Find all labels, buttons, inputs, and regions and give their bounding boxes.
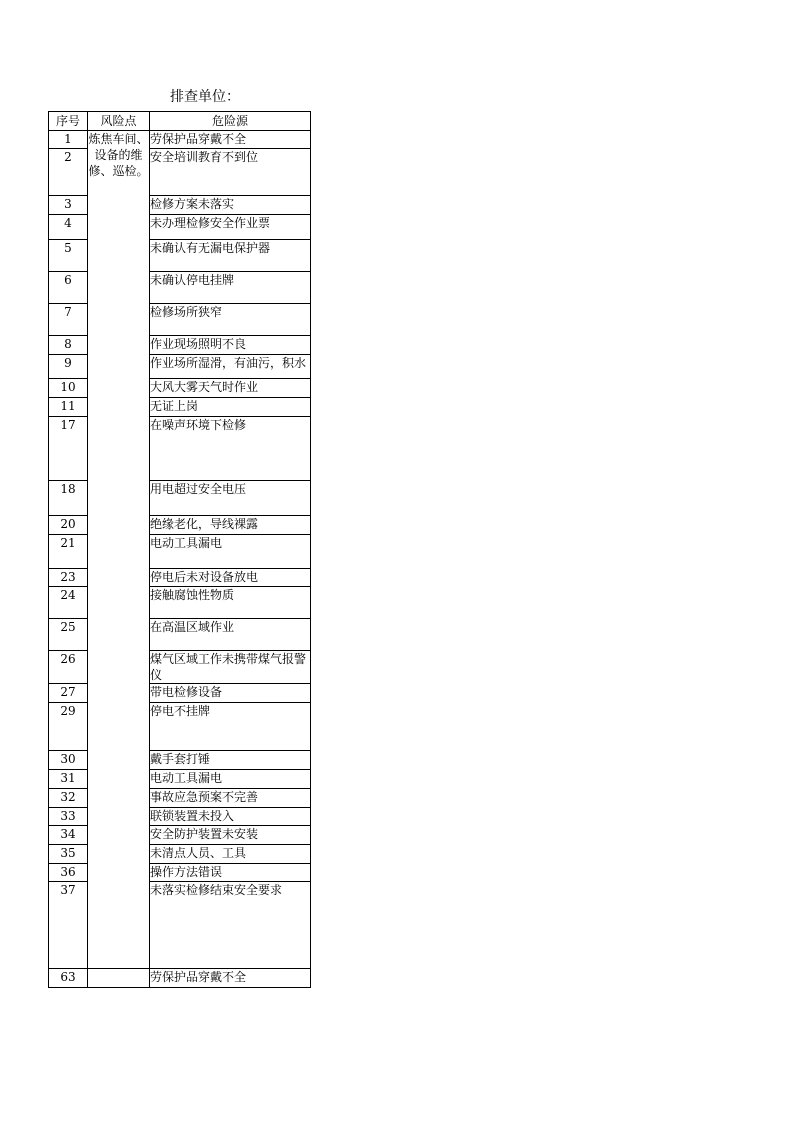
- row-hazard-cell: 劳保护品穿戴不全: [150, 131, 311, 149]
- row-hazard-cell: 大风大雾天气时作业: [150, 379, 311, 398]
- row-seq-cell: 25: [49, 619, 88, 651]
- row-hazard-cell: 安全防护装置未安装: [150, 826, 311, 845]
- table-row: [49, 131, 311, 149]
- row-hazard-cell: 绝缘老化，导线裸露: [150, 516, 311, 535]
- risk-point-cell: 炼焦车间、设备的维修、巡检。: [88, 131, 150, 969]
- row-hazard-cell: 事故应急预案不完善: [150, 789, 311, 808]
- row-hazard-cell: 未确认停电挂牌: [150, 272, 311, 304]
- row-seq-cell: 32: [49, 789, 88, 808]
- row-hazard-cell: 未落实检修结束安全要求: [150, 882, 311, 969]
- row-seq-cell: 29: [49, 703, 88, 751]
- column-header-risk-point: 风险点: [88, 112, 150, 131]
- row-seq-cell: 63: [49, 969, 88, 988]
- column-header-hazard: 危险源: [150, 112, 311, 131]
- row-seq-cell: 37: [49, 882, 88, 969]
- row-seq-cell: 10: [49, 379, 88, 398]
- row-seq-cell: 8: [49, 336, 88, 355]
- row-hazard-cell: 带电检修设备: [150, 684, 311, 703]
- row-seq-cell: 5: [49, 240, 88, 272]
- row-seq-cell: 35: [49, 845, 88, 864]
- row-hazard-cell: 检修方案未落实: [150, 196, 311, 215]
- row-hazard-cell: 停电不挂牌: [150, 703, 311, 751]
- row-hazard-cell: 安全培训教育不到位: [150, 149, 311, 196]
- table-header-row: [49, 112, 311, 131]
- row-hazard-cell: 在高温区域作业: [150, 619, 311, 651]
- hazard-table: [48, 111, 311, 988]
- row-hazard-cell: 作业场所湿滑，有油污，积水: [150, 355, 311, 379]
- row-hazard-cell: 无证上岗: [150, 398, 311, 417]
- row-seq-cell: 26: [49, 651, 88, 684]
- row-seq-cell: 9: [49, 355, 88, 379]
- row-seq-cell: 33: [49, 808, 88, 826]
- row-seq-cell: 7: [49, 304, 88, 336]
- row-hazard-cell: 停电后未对设备放电: [150, 569, 311, 587]
- table-body: [49, 131, 311, 988]
- row-seq-cell: 30: [49, 751, 88, 770]
- table-row: [49, 969, 311, 988]
- row-hazard-cell: 劳保护品穿戴不全: [150, 969, 311, 988]
- row-hazard-cell: 煤气区域工作未携带煤气报警仪: [150, 651, 311, 684]
- row-hazard-cell: 未办理检修安全作业票: [150, 215, 311, 240]
- row-hazard-cell: 未清点人员、工具: [150, 845, 311, 864]
- row-seq-cell: 1: [49, 131, 88, 149]
- row-seq-cell: 4: [49, 215, 88, 240]
- row-seq-cell: 3: [49, 196, 88, 215]
- row-hazard-cell: 未确认有无漏电保护器: [150, 240, 311, 272]
- column-header-seq: 序号: [49, 112, 88, 131]
- row-seq-cell: 21: [49, 535, 88, 569]
- row-hazard-cell: 戴手套打锤: [150, 751, 311, 770]
- inspection-unit-label: 排查单位：: [170, 89, 240, 105]
- row-hazard-cell: 作业现场照明不良: [150, 336, 311, 355]
- row-hazard-cell: 联锁装置未投入: [150, 808, 311, 826]
- row-seq-cell: 24: [49, 587, 88, 619]
- row-hazard-cell: 用电超过安全电压: [150, 481, 311, 516]
- row-seq-cell: 6: [49, 272, 88, 304]
- row-seq-cell: 36: [49, 864, 88, 882]
- row-seq-cell: 17: [49, 417, 88, 481]
- row-hazard-cell: 检修场所狭窄: [150, 304, 311, 336]
- row-seq-cell: 31: [49, 770, 88, 789]
- row-seq-cell: 18: [49, 481, 88, 516]
- row-hazard-cell: 接触腐蚀性物质: [150, 587, 311, 619]
- row-hazard-cell: 电动工具漏电: [150, 535, 311, 569]
- risk-point-empty-cell: [88, 969, 150, 988]
- row-seq-cell: 23: [49, 569, 88, 587]
- row-seq-cell: 20: [49, 516, 88, 535]
- row-hazard-cell: 操作方法错误: [150, 864, 311, 882]
- row-hazard-cell: 电动工具漏电: [150, 770, 311, 789]
- row-seq-cell: 27: [49, 684, 88, 703]
- row-seq-cell: 34: [49, 826, 88, 845]
- row-seq-cell: 11: [49, 398, 88, 417]
- row-seq-cell: 2: [49, 149, 88, 196]
- row-hazard-cell: 在噪声环境下检修: [150, 417, 311, 481]
